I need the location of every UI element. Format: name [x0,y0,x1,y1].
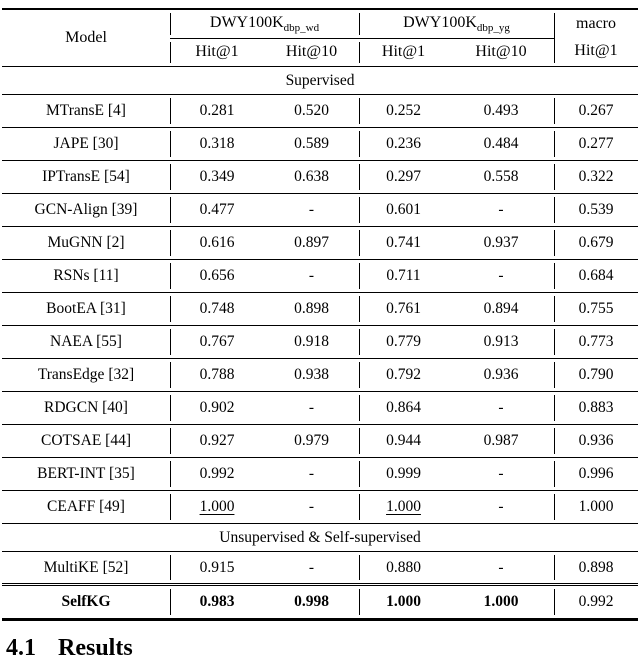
model-name: MultiKE [52] [2,552,170,585]
value-cell: 0.999 [359,458,448,491]
value-cell: 0.616 [170,227,264,260]
value-cell: 0.913 [448,326,554,359]
value-cell: 0.638 [264,161,359,194]
value-cell: 0.983 [170,585,264,620]
table-row [2,491,638,524]
value-cell: 0.748 [170,293,264,326]
value-cell: 0.322 [554,161,638,194]
value-cell: 0.979 [264,425,359,458]
value-cell: - [264,194,359,227]
value-cell: 0.297 [359,161,448,194]
value-cell: 0.252 [359,95,448,128]
value-cell: - [264,458,359,491]
header-row-groups [2,9,638,38]
value-cell: 0.477 [170,194,264,227]
value-cell: 1.000 [554,491,638,524]
value-cell: 0.484 [448,128,554,161]
value-cell: 0.992 [554,585,638,620]
value-cell: 0.936 [448,359,554,392]
table-body [2,67,638,620]
table-row [2,458,638,491]
macro-column-header [554,9,638,67]
metric-header-hit1-yg: Hit@1 [359,38,448,66]
value-cell: 0.711 [359,260,448,293]
value-cell: 0.788 [170,359,264,392]
table-row [2,161,638,194]
model-name: IPTransE [54] [2,161,170,194]
metric-header-hit10-wd: Hit@10 [264,38,359,66]
model-name: MuGNN [2] [2,227,170,260]
value-cell: 1.000 [359,491,448,524]
value-cell: 0.936 [554,425,638,458]
value-cell: 0.902 [170,392,264,425]
value-cell: 0.520 [264,95,359,128]
results-table [2,8,638,621]
value-cell: - [448,458,554,491]
value-cell: 0.656 [170,260,264,293]
value-cell: 0.898 [554,552,638,585]
value-cell: 0.755 [554,293,638,326]
value-cell: 0.589 [264,128,359,161]
table-row [2,194,638,227]
value-cell: 0.792 [359,359,448,392]
value-cell: 0.894 [448,293,554,326]
value-cell: 0.937 [448,227,554,260]
value-cell: - [448,392,554,425]
value-cell: - [264,260,359,293]
group-header-dbp-wd [170,9,359,38]
model-name: NAEA [55] [2,326,170,359]
value-cell: - [448,491,554,524]
table-row [2,293,638,326]
value-cell: - [264,552,359,585]
model-name: BootEA [31] [2,293,170,326]
table-row [2,359,638,392]
value-cell: 0.761 [359,293,448,326]
table-row [2,552,638,585]
value-cell: 0.898 [264,293,359,326]
model-name: BERT-INT [35] [2,458,170,491]
value-cell: 0.987 [448,425,554,458]
value-cell: 0.267 [554,95,638,128]
model-name: JAPE [30] [2,128,170,161]
value-cell: 0.601 [359,194,448,227]
model-name: TransEdge [32] [2,359,170,392]
section-heading [6,635,638,662]
model-name: RDGCN [40] [2,392,170,425]
model-name: SelfKG [2,585,170,620]
value-cell: 0.236 [359,128,448,161]
group-header-dbp-yg [359,9,554,38]
table-row [2,326,638,359]
table-row [2,128,638,161]
value-cell: 0.998 [264,585,359,620]
table-row [2,95,638,128]
value-cell: 0.281 [170,95,264,128]
value-cell: 0.880 [359,552,448,585]
value-cell: 0.897 [264,227,359,260]
value-cell: 0.558 [448,161,554,194]
model-name: COTSAE [44] [2,425,170,458]
value-cell: - [448,194,554,227]
value-cell: - [264,392,359,425]
value-cell: 0.773 [554,326,638,359]
value-cell: 1.000 [170,491,264,524]
dataset-subscript: dbp_wd [283,21,320,34]
table-row [2,227,638,260]
value-cell: - [448,260,554,293]
section-header-row [2,524,638,552]
value-cell: 0.915 [170,552,264,585]
value-cell: 0.996 [554,458,638,491]
model-column-header: Model [2,9,170,67]
dataset-subscript: dbp_yg [476,21,510,34]
value-cell: 0.918 [264,326,359,359]
value-cell: 0.349 [170,161,264,194]
value-cell: - [448,552,554,585]
value-cell: 1.000 [359,585,448,620]
model-name: RSNs [11] [2,260,170,293]
macro-metric-label: Hit@1 [574,42,618,59]
value-cell: 0.938 [264,359,359,392]
value-cell: 0.684 [554,260,638,293]
value-cell: 0.790 [554,359,638,392]
table-row [2,392,638,425]
metric-header-hit1-wd: Hit@1 [170,38,264,66]
section-number: 4.1 [6,635,36,661]
section-title: Supervised [2,67,638,95]
value-cell: 0.927 [170,425,264,458]
metric-header-hit10-yg: Hit@10 [448,38,554,66]
value-cell: 0.767 [170,326,264,359]
value-cell: 0.318 [170,128,264,161]
section-header-row [2,67,638,95]
table-row [2,260,638,293]
macro-label: macro [576,15,616,32]
value-cell: 0.883 [554,392,638,425]
section-title: Unsupervised & Self-supervised [2,524,638,552]
value-cell: 1.000 [448,585,554,620]
value-cell: 0.864 [359,392,448,425]
value-cell: 0.779 [359,326,448,359]
table-row [2,585,638,620]
value-cell: 0.679 [554,227,638,260]
model-name: CEAFF [49] [2,491,170,524]
value-cell: 0.992 [170,458,264,491]
table-row [2,425,638,458]
dataset-name: DWY100K [403,13,477,31]
value-cell: 0.741 [359,227,448,260]
value-cell: 0.277 [554,128,638,161]
value-cell: 0.539 [554,194,638,227]
dataset-name: DWY100K [209,13,284,31]
section-title-text: Results [58,635,133,661]
value-cell: - [264,491,359,524]
model-name: GCN-Align [39] [2,194,170,227]
value-cell: 0.493 [448,95,554,128]
value-cell: 0.944 [359,425,448,458]
model-name: MTransE [4] [2,95,170,128]
